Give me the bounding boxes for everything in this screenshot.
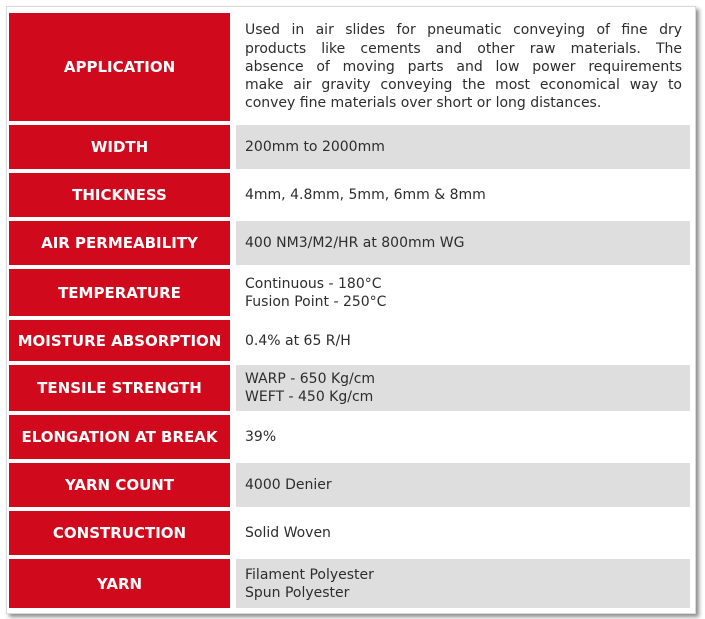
spec-value (236, 320, 690, 361)
spec-value-line: 0.4% at 65 R/H (245, 332, 351, 349)
spec-label: TEMPERATURE (9, 269, 230, 316)
spec-label: AIR PERMEABILITY (9, 221, 230, 265)
spec-row-air-permeability (9, 221, 690, 265)
spec-value-line: products like cements and other raw materials. The (245, 40, 682, 57)
spec-label: APPLICATION (9, 13, 230, 121)
spec-value-line: 4000 Denier (245, 477, 332, 493)
spec-value (236, 365, 690, 411)
spec-label: CONSTRUCTION (9, 511, 230, 555)
spec-value-line: Solid Woven (245, 525, 331, 541)
spec-value (236, 221, 690, 265)
spec-row-construction (9, 511, 690, 555)
spec-row-tensile-strength (9, 365, 690, 411)
spec-value (236, 269, 690, 316)
spec-value-line: 4mm, 4.8mm, 5mm, 6mm & 8mm (245, 187, 486, 203)
spec-value-line: Used in air slides for pneumatic conveying of fine dry (245, 22, 682, 39)
spec-value-line: Fusion Point - 250°C (245, 293, 387, 310)
spec-value-line: Filament Polyester (245, 566, 374, 583)
spec-value (236, 511, 690, 555)
spec-label: MOISTURE ABSORPTION (9, 320, 230, 361)
spec-value (236, 463, 690, 507)
spec-row-yarn-count (9, 463, 690, 507)
spec-row-yarn (9, 559, 690, 608)
spec-value (236, 415, 690, 459)
spec-value (236, 173, 690, 217)
spec-label: TENSILE STRENGTH (9, 365, 230, 411)
spec-row-application (9, 13, 690, 121)
spec-value-line: WEFT - 450 Kg/cm (245, 389, 374, 405)
spec-label: THICKNESS (9, 173, 230, 217)
spec-value-line: make air gravity conveying the most economical way to (245, 77, 682, 94)
spec-label: WIDTH (9, 125, 230, 169)
spec-value-line: absence of moving parts and low power requirements (245, 58, 682, 75)
spec-value-line: Continuous - 180°C (245, 275, 382, 292)
spec-value (236, 13, 690, 121)
spec-row-elongation-at-break (9, 415, 690, 459)
spec-label: YARN COUNT (9, 463, 230, 507)
spec-label: ELONGATION AT BREAK (9, 415, 230, 459)
spec-value (236, 125, 690, 169)
spec-value-line: 200mm to 2000mm (245, 139, 385, 155)
spec-value (236, 559, 690, 608)
spec-label: YARN (9, 559, 230, 608)
spec-value-line: WARP - 650 Kg/cm (245, 371, 376, 387)
spec-value-line: 39% (245, 429, 277, 445)
spec-value-line: convey fine materials over short or long distances. (245, 95, 602, 112)
spec-value-line: Spun Polyester (245, 584, 350, 601)
spec-value-line: 400 NM3/M2/HR at 800mm WG (245, 235, 465, 251)
spec-row-temperature (9, 269, 690, 316)
spec-row-moisture-absorption (9, 320, 690, 361)
spec-row-thickness (9, 173, 690, 217)
spec-row-width (9, 125, 690, 169)
